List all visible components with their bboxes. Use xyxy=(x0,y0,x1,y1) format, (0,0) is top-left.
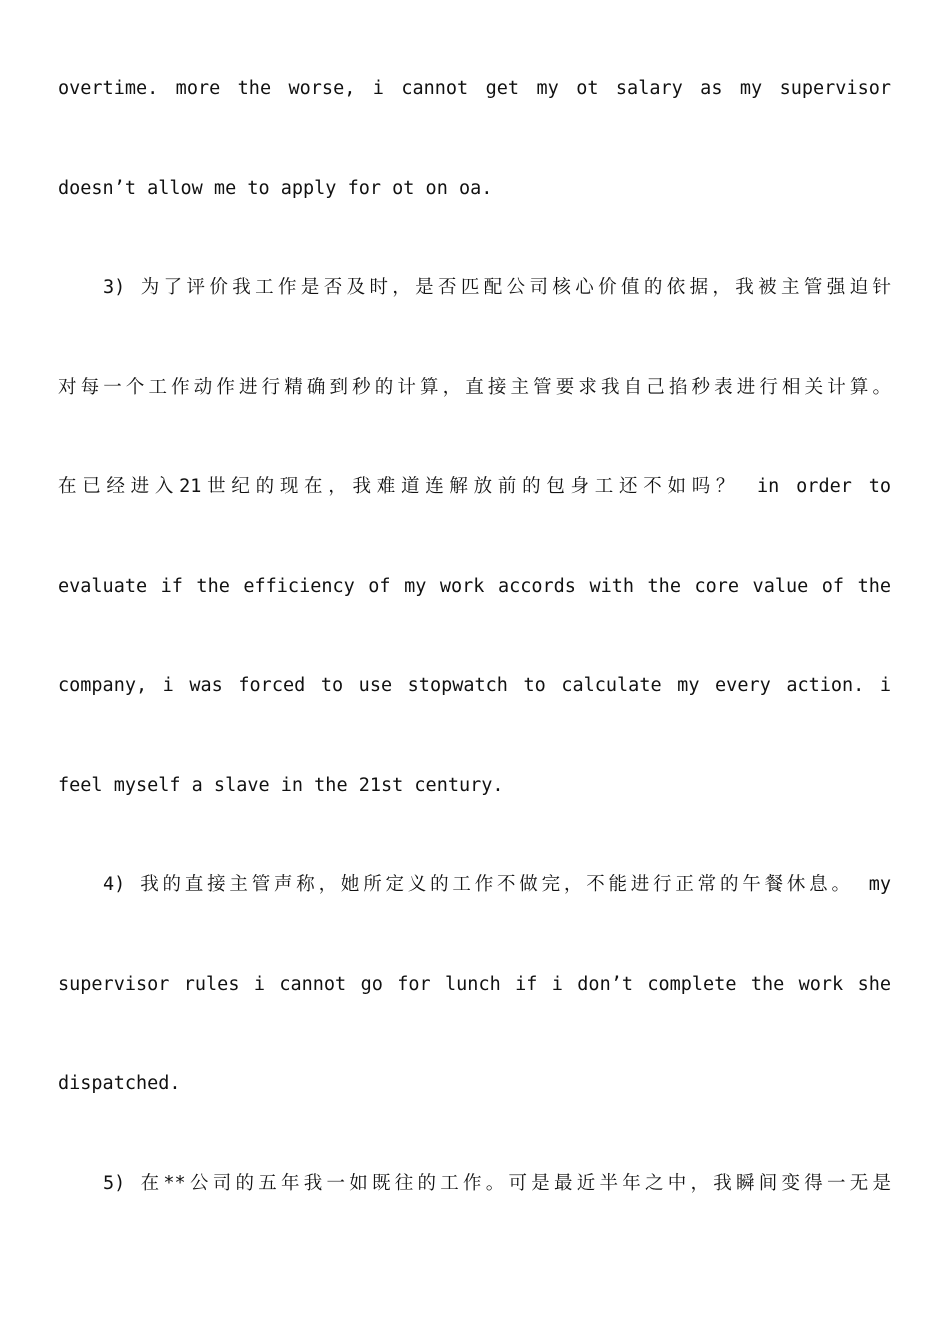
paragraph-4-line-3: dispatched. xyxy=(58,1073,181,1094)
paragraph-3-line-2: 对每一个工作动作进行精确到秒的计算，直接主管要求我自己掐秒表进行相关计算。 xyxy=(58,377,891,398)
paragraph-4-line-2: supervisor rules i cannot go for lunch if i don’t complete the work she xyxy=(58,974,891,995)
text-line-1: overtime. more the worse, i cannot get my ot salary as my supervisor xyxy=(58,78,891,99)
paragraph-3-line-1: 3) 为了评价我工作是否及时，是否匹配公司核心价值的依据，我被主管强迫针 xyxy=(103,277,891,298)
text-line-2: doesn’t allow me to apply for ot on oa. xyxy=(58,178,493,199)
paragraph-3-line-5: company, i was forced to use stopwatch to calculate my every action. i xyxy=(58,675,891,696)
paragraph-3-line-4: evaluate if the efficiency of my work accords with the core value of the xyxy=(58,576,891,597)
paragraph-4-line-1: 4) 我的直接主管声称，她所定义的工作不做完，不能进行正常的午餐休息。 my xyxy=(103,874,891,895)
paragraph-3-line-3: 在已经进入21世纪的现在，我难道连解放前的包身工还不如吗？ in order to xyxy=(58,476,891,497)
paragraph-5-line-1: 5) 在**公司的五年我一如既往的工作。可是最近半年之中，我瞬间变得一无是 xyxy=(103,1173,891,1194)
paragraph-3-line-6: feel myself a slave in the 21st century. xyxy=(58,775,504,796)
